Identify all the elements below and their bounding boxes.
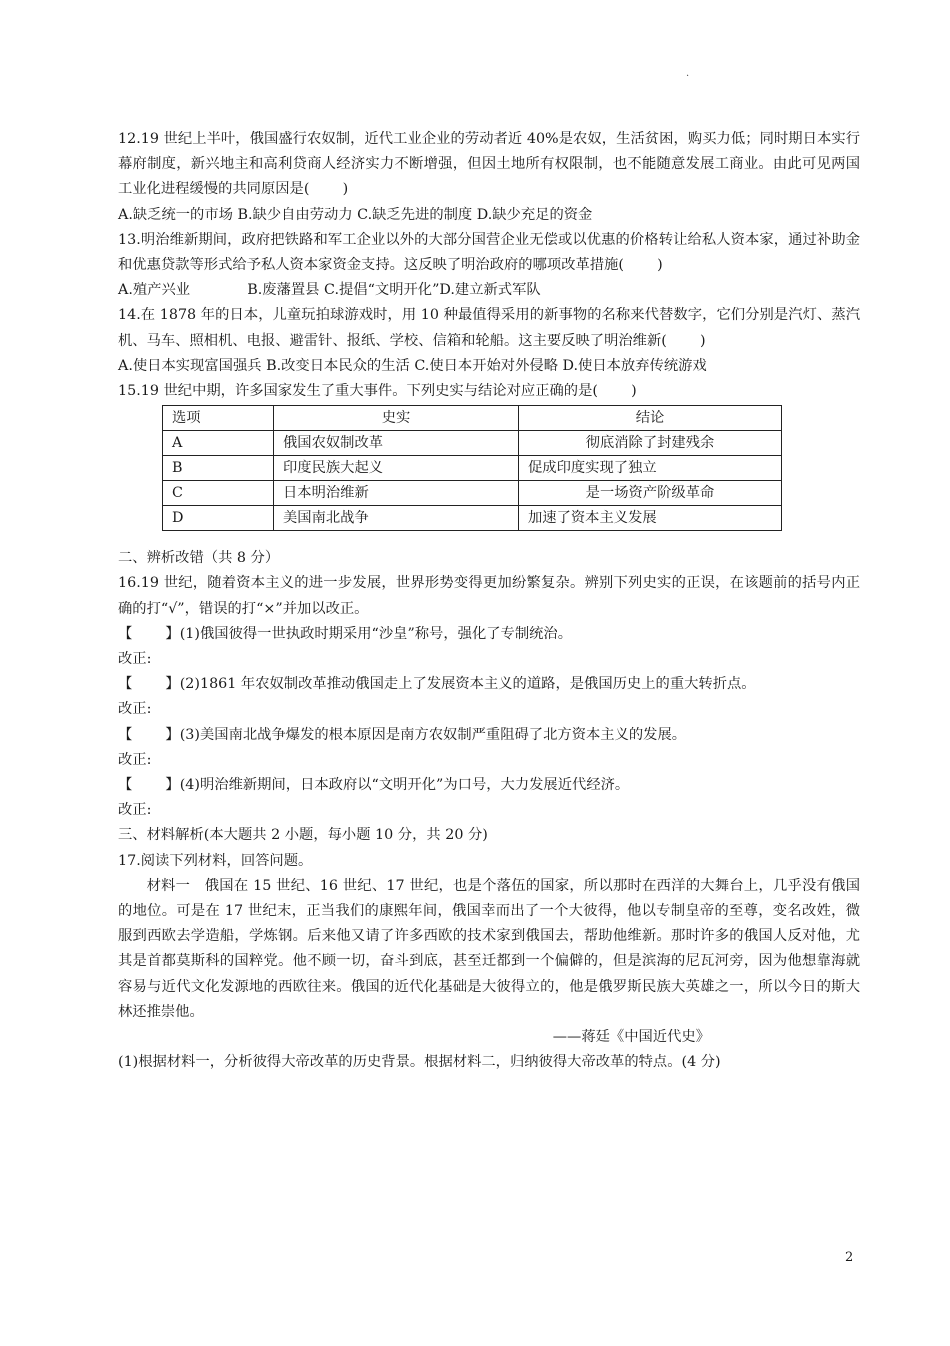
- q12-options: A.缺乏统一的市场 B.缺少自由劳动力 C.缺乏先进的制度 D.缺少充足的资金: [118, 206, 593, 223]
- table-row: [163, 506, 782, 531]
- q16-item-text: (2)1861 年农奴制改革推动俄国走上了发展资本主义的道路，是俄国历史上的重大转折点。: [179, 676, 756, 693]
- table-cell: 美国南北战争: [274, 506, 519, 531]
- table-header-row: [163, 406, 782, 431]
- q16-item: [118, 773, 860, 798]
- table-cell: 彻底消除了封建残余: [519, 431, 782, 456]
- q13-options: A.殖产兴业 B.废藩置县 C.提倡“文明开化”D.建立新式军队: [118, 282, 541, 299]
- q17-sub-1: (1)根据材料一，分析彼得大帝改革的历史背景。根据材料二，归纳彼得大帝改革的特点。(4 分): [118, 1054, 721, 1071]
- table-row: [163, 481, 782, 506]
- q16-stem: 16.19 世纪，随着资本主义的进一步发展，世界形势变得更加纷繁复杂。辨别下列史实的正误，在该题前的括号内正确的打“√”，错误的打“×”并加以改正。: [118, 575, 860, 617]
- table-cell: 印度民族大起义: [274, 456, 519, 481]
- table-cell: 日本明治维新: [274, 481, 519, 506]
- header-mark: ·: [686, 71, 690, 82]
- answer-bracket[interactable]: 【 】: [118, 777, 180, 794]
- document-body: [118, 127, 860, 1076]
- material-1: 材料一 俄国在 15 世纪、16 世纪、17 世纪，也是个落伍的国家，所以那时在西洋的大舞台上，几乎没有俄国的地位。可是在 17 世纪末，正当我们的康熙年间，俄国幸而出了一个大彼得，他以专制皇帝的至尊，变名改姓，微服到西欧去学造船，学炼钢。后来他又请了许多西欧的技术家到俄国去，帮助他维新。那时许多的俄国人反对他，尤其是首都莫斯科的国粹党。他不顾一切，奋斗到底，甚至迁都到一个偏僻的，但是滨海的尼瓦河旁，因为他想靠海就容易与近代文化发源地的西欧往来。俄国的近代化基础是大彼得立的，他是俄罗斯民族大英雄之一，所以今日的斯大林还推崇他。: [118, 877, 860, 1020]
- q15-stem: 15.19 世纪中期，许多国家发生了重大事件。下列史实与结论对应正确的是( ): [118, 383, 637, 400]
- table-header-cell: 选项: [163, 406, 274, 431]
- q17-stem: 17.阅读下列材料，回答问题。: [118, 852, 313, 869]
- table-row: [163, 431, 782, 456]
- answer-bracket[interactable]: 【 】: [118, 625, 180, 642]
- table-cell: 促成印度实现了独立: [519, 456, 782, 481]
- table-cell: 是一场资产阶级革命: [519, 481, 782, 506]
- q12-stem: 12.19 世纪上半叶，俄国盛行农奴制，近代工业企业的劳动者近 40%是农奴，生活贫困，购买力低；同时期日本实行幕府制度，新兴地主和高利贷商人经济实力不断增强，但因土地所有权限制，也不能随意发展工商业。由此可见两国工业化进程缓慢的共同原因是( ): [118, 131, 860, 198]
- table-row: [163, 456, 782, 481]
- material-source: ——蒋廷《中国近代史》: [552, 1029, 710, 1046]
- correction-label: 改正:: [118, 701, 152, 718]
- table-cell: B: [163, 456, 274, 481]
- q16-item: [118, 723, 860, 748]
- q16-item-text: (1)俄国彼得一世执政时期采用“沙皇”称号，强化了专制统治。: [179, 625, 573, 642]
- table-cell: 加速了资本主义发展: [519, 506, 782, 531]
- section-3-title: 三、材料解析(本大题共 2 小题，每小题 10 分，共 20 分): [118, 827, 488, 844]
- table-header-cell: 史实: [274, 406, 519, 431]
- q15-table: [162, 405, 782, 531]
- q16-item: [118, 622, 860, 647]
- table-cell: D: [163, 506, 274, 531]
- q13-stem: 13.明治维新期间，政府把铁路和军工企业以外的大部分国营企业无偿或以优惠的价格转让给私人资本家，通过补助金和优惠贷款等形式给予私人资本家资金支持。这反映了明治政府的哪项改革措施( ): [118, 231, 860, 274]
- q14-stem: 14.在 1878 年的日本，儿童玩拍球游戏时，用 10 种最值得采用的新事物的名称来代替数字，它们分别是汽灯、蒸汽机、马车、照相机、电报、避雷针、报纸、学校、信箱和轮船。这主要反映了明治维新( ): [118, 307, 860, 349]
- table-cell: A: [163, 431, 274, 456]
- correction-label: 改正:: [118, 751, 152, 768]
- table-header-cell: 结论: [519, 406, 782, 431]
- q14-options: A.使日本实现富国强兵 B.改变日本民众的生活 C.使日本开始对外侵略 D.使日本放弃传统游戏: [118, 357, 707, 374]
- section-2-title: 二、辨析改错（共 8 分）: [118, 550, 280, 567]
- q16-item-text: (3)美国南北战争爆发的根本原因是南方农奴制严重阻碍了北方资本主义的发展。: [179, 726, 687, 743]
- correction-label: 改正:: [118, 802, 152, 819]
- page-number: 2: [845, 1250, 854, 1265]
- answer-bracket[interactable]: 【 】: [118, 726, 180, 743]
- answer-bracket[interactable]: 【 】: [118, 676, 180, 693]
- q16-item: [118, 672, 860, 697]
- table-cell: C: [163, 481, 274, 506]
- correction-label: 改正:: [118, 651, 152, 668]
- table-cell: 俄国农奴制改革: [274, 431, 519, 456]
- q16-item-text: (4)明治维新期间，日本政府以“文明开化”为口号，大力发展近代经济。: [179, 777, 630, 794]
